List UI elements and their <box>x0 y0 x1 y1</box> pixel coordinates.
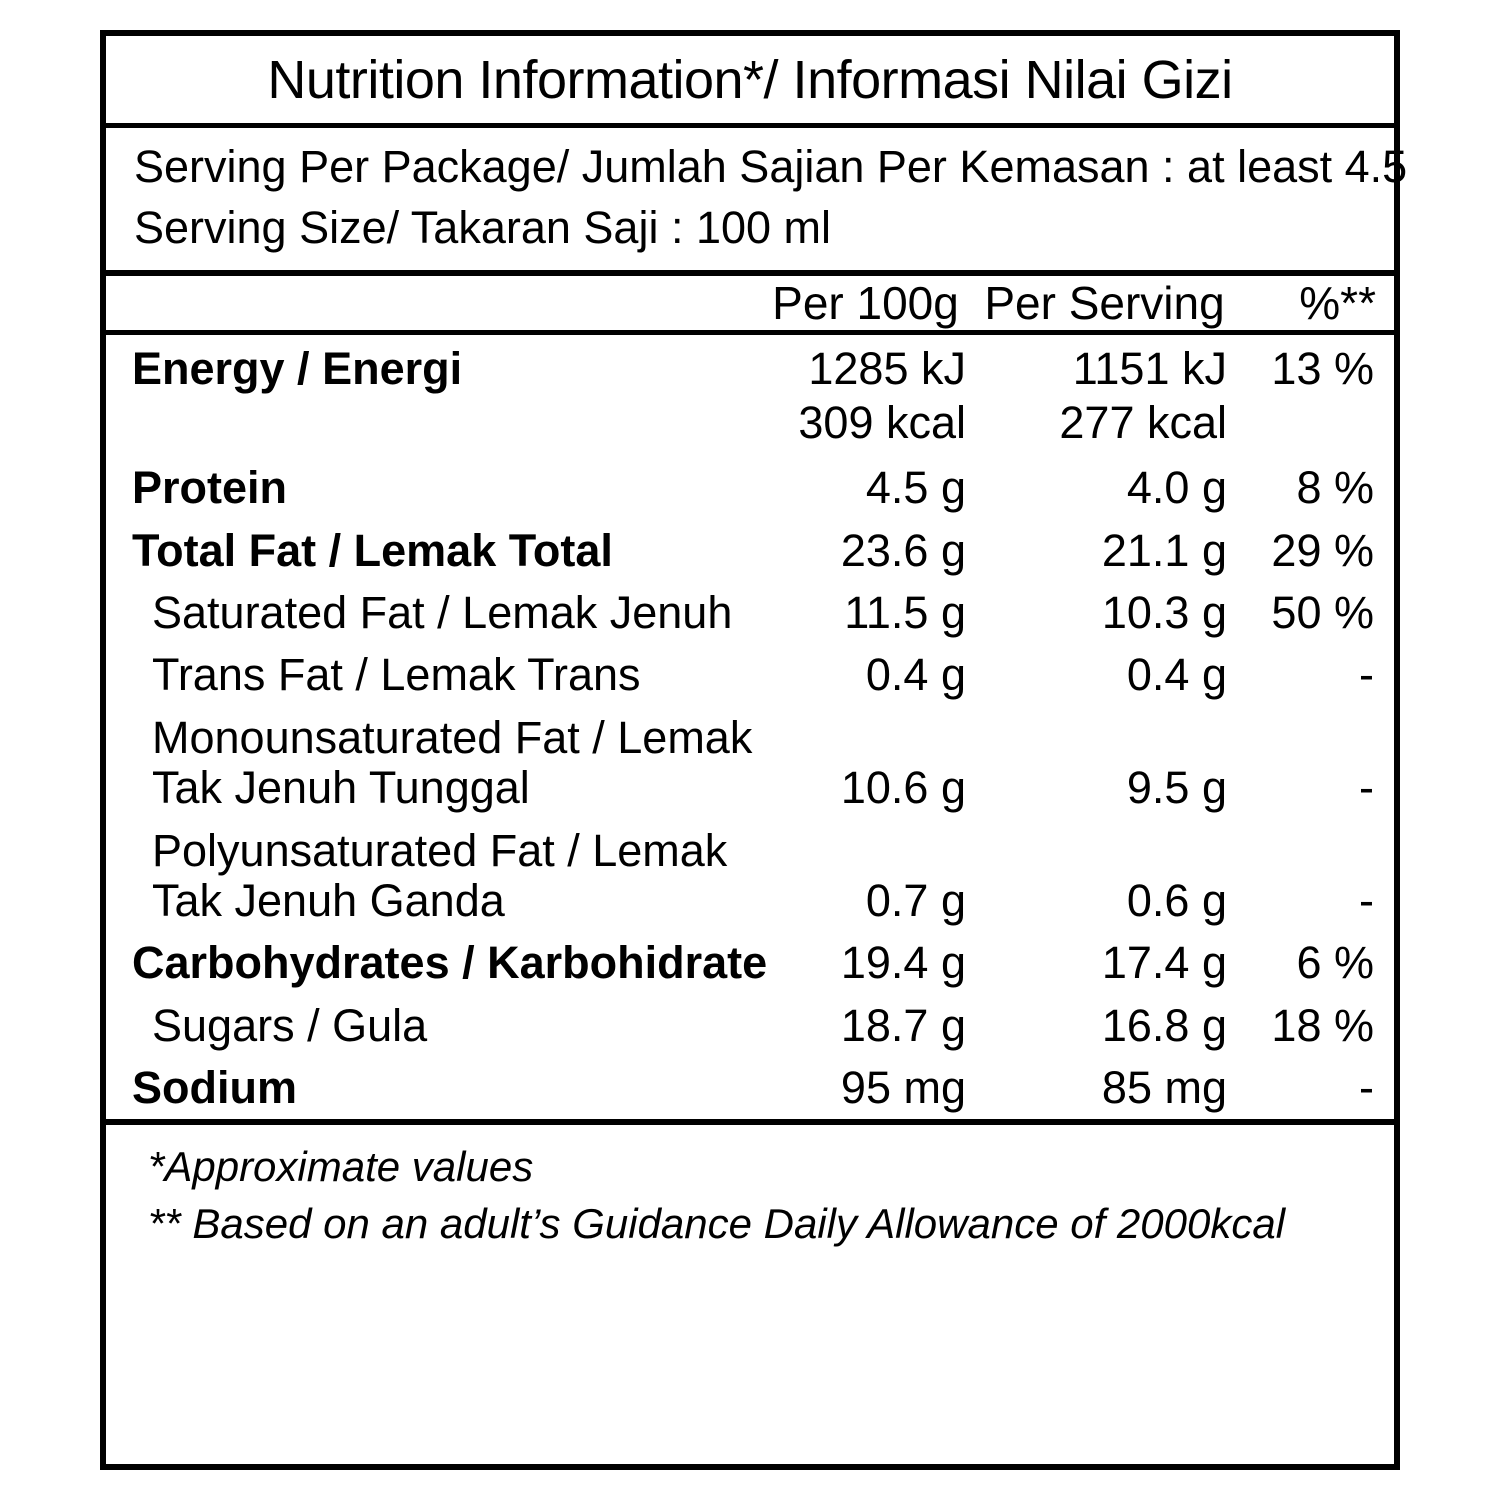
value-percent: 18 % <box>1271 999 1374 1051</box>
footnote-gda: ** Based on an adult’s Guidance Daily Allowance of 2000kcal <box>148 1200 1286 1248</box>
nutrient-name: Protein <box>132 462 288 514</box>
page-title: Nutrition Information*/ Informasi Nilai Gizi <box>267 49 1233 110</box>
serving-info-block <box>106 128 1408 276</box>
table-row <box>106 992 1394 1054</box>
table-header-row <box>106 276 1394 333</box>
value-per-100g: 0.7 g <box>865 874 966 926</box>
value-per-serving: 21.1 g <box>1101 524 1227 576</box>
value-per-serving: 9.5 g <box>1126 762 1227 814</box>
value-percent: 29 % <box>1271 524 1374 576</box>
value-percent: 50 % <box>1271 586 1374 638</box>
value-per-100g: 18.7 g <box>840 999 966 1051</box>
table-row <box>106 704 1394 817</box>
table-row <box>106 398 1394 454</box>
nutrient-name: Sodium <box>106 1054 761 1122</box>
nutrient-name: Trans Fat / Lemak Trans <box>152 649 641 701</box>
value-per-serving: 1151 kJ <box>1072 343 1227 395</box>
nutrient-name: Total Fat / Lemak Total <box>132 524 613 576</box>
value-per-100g: 95 mg <box>761 1054 976 1122</box>
footnote-approximate: *Approximate values <box>148 1143 534 1191</box>
value-per-serving: 0.6 g <box>1126 874 1227 926</box>
table-row <box>106 579 1394 641</box>
value-percent: 6 % <box>1296 937 1374 989</box>
value-per-100g: 309 kcal <box>798 396 966 448</box>
value-per-serving: 4.0 g <box>1126 462 1227 514</box>
value-per-100g: 23.6 g <box>840 524 966 576</box>
value-percent: 8 % <box>1296 462 1374 514</box>
nutrient-name: Polyunsaturated Fat / Lemak Tak Jenuh Ganda <box>152 824 728 926</box>
table-row <box>106 454 1394 516</box>
value-per-serving: 277 kcal <box>1059 396 1227 448</box>
nutrition-table <box>106 276 1394 1125</box>
value-per-100g: 19.4 g <box>840 937 966 989</box>
table-row <box>106 517 1394 579</box>
value-percent: 13 % <box>1271 343 1374 395</box>
header-per-100g: Per 100g <box>761 276 976 333</box>
table-row <box>106 333 1394 398</box>
nutrient-name <box>106 398 761 454</box>
value-percent: - <box>1241 1054 1394 1122</box>
value-percent: - <box>1359 649 1374 701</box>
nutrition-facts-panel <box>100 30 1408 1470</box>
nutrient-name: Sugars / Gula <box>152 999 428 1051</box>
value-per-serving: 16.8 g <box>1101 999 1227 1051</box>
serving-size: Serving Size/ Takaran Saji : 100 ml <box>134 202 832 254</box>
header-percent: %** <box>1241 276 1394 333</box>
header-nutrient <box>106 276 761 333</box>
nutrient-name: Carbohydrates / Karbohidrate <box>132 937 768 989</box>
value-per-serving: 85 mg <box>976 1054 1241 1122</box>
value-per-100g: 0.4 g <box>865 649 966 701</box>
nutrient-name: Saturated Fat / Lemak Jenuh <box>152 586 733 638</box>
footnotes-block <box>106 1125 1394 1252</box>
panel-title-row <box>106 36 1394 128</box>
value-per-serving: 0.4 g <box>1126 649 1227 701</box>
table-row <box>106 929 1394 991</box>
nutrition-table-body <box>106 276 1394 1122</box>
nutrient-name: Energy / Energi <box>132 343 463 395</box>
value-percent <box>1241 398 1394 454</box>
header-per-serving: Per Serving <box>976 276 1241 333</box>
value-per-100g: 1285 kJ <box>808 343 966 395</box>
value-per-serving: 17.4 g <box>1101 937 1227 989</box>
table-row <box>106 817 1394 930</box>
value-per-100g: 4.5 g <box>865 462 966 514</box>
value-per-serving: 10.3 g <box>1101 586 1227 638</box>
value-percent: - <box>1359 762 1374 814</box>
value-per-100g: 10.6 g <box>840 762 966 814</box>
value-percent: - <box>1359 874 1374 926</box>
table-row <box>106 641 1394 703</box>
serving-per-package: Serving Per Package/ Jumlah Sajian Per Kemasan : at least 4.5 <box>134 141 1408 192</box>
nutrient-name: Monounsaturated Fat / Lemak Tak Jenuh Tunggal <box>152 711 753 814</box>
value-per-100g: 11.5 g <box>844 586 966 638</box>
table-row <box>106 1054 1394 1122</box>
